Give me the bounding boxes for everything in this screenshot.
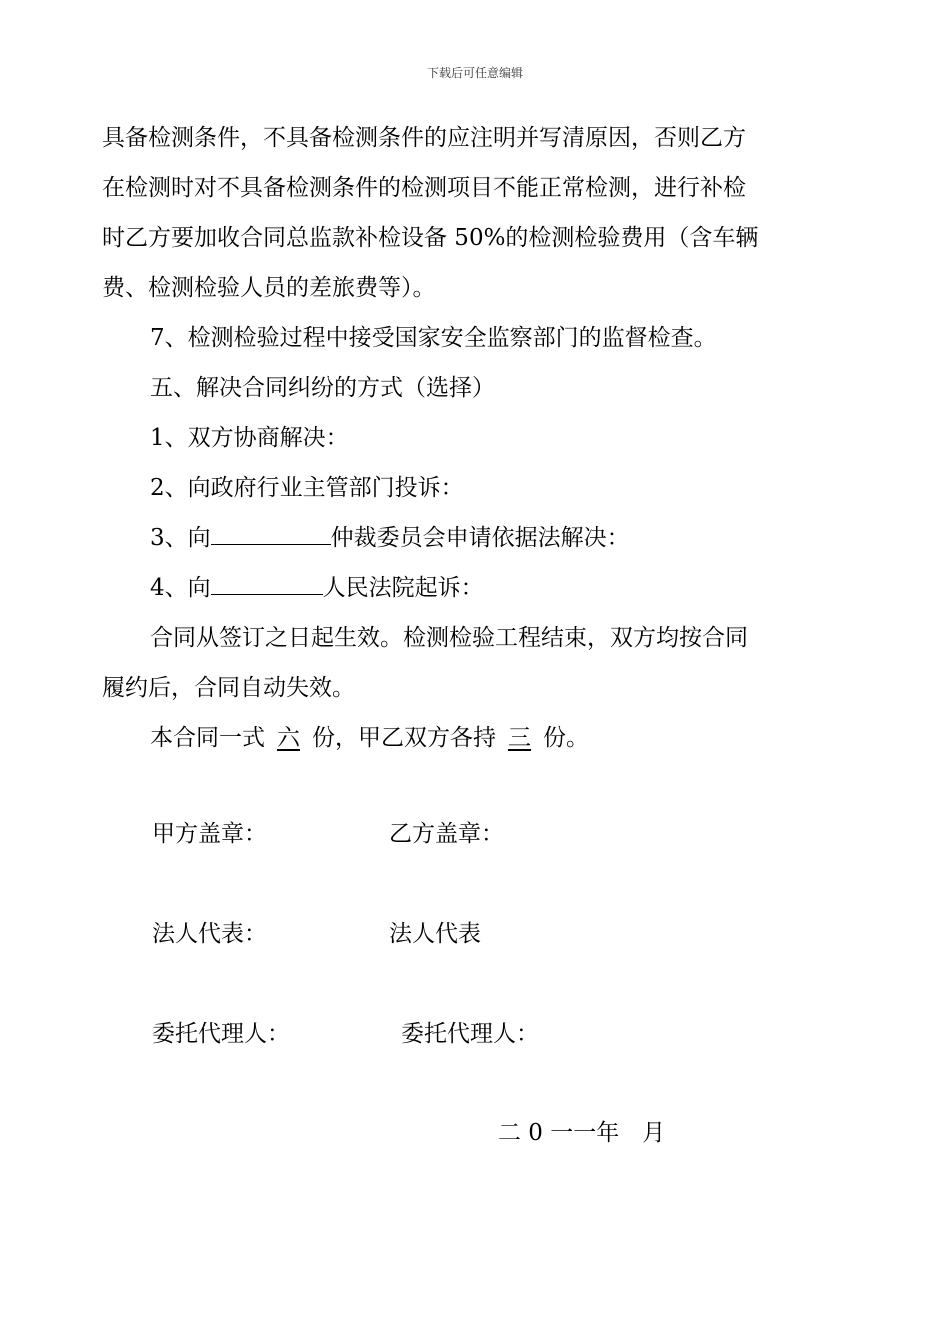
- party-a-seal-label: 甲方盖章：: [152, 821, 267, 847]
- dispute-option-2: 2、向政府行业主管部门投诉：: [150, 475, 464, 501]
- party-b-rep-label: 法人代表: [389, 921, 481, 947]
- clause-7: 7、检测检验过程中接受国家安全监察部门的监督检查。: [150, 325, 717, 351]
- option-3-suffix: 仲裁委员会申请依据法解决：: [330, 525, 630, 551]
- copies-total: 六: [277, 725, 300, 751]
- copies-line: [102, 713, 842, 763]
- paragraph-line: 费、检测检验人员的差旅费等）。: [102, 275, 436, 301]
- paragraph-line: 具备检测条件，不具备检测条件的应注明并写清原因，否则乙方: [102, 125, 746, 151]
- party-b-agent-label: 委托代理人：: [401, 1021, 539, 1047]
- copies-mid: 份，甲乙双方各持: [312, 725, 496, 751]
- option-3-prefix: 3、向: [150, 525, 211, 551]
- dispute-option-4: [102, 563, 842, 613]
- option-4-prefix: 4、向: [150, 575, 211, 601]
- effect-line: 履约后，合同自动失效。: [102, 675, 355, 701]
- arbitration-committee-blank[interactable]: [211, 516, 331, 545]
- contract-body: [102, 113, 842, 763]
- party-a-agent-label: 委托代理人：: [152, 1021, 290, 1047]
- party-b-seal-label: 乙方盖章：: [389, 821, 504, 847]
- copies-each: 三: [508, 725, 531, 751]
- option-4-suffix: 人民法院起诉：: [322, 575, 484, 601]
- court-name-blank[interactable]: [211, 566, 323, 595]
- paragraph-line: 在检测时对不具备检测条件的检测项目不能正常检测，进行补检: [102, 175, 746, 201]
- dispute-option-1: 1、双方协商解决：: [150, 425, 349, 451]
- paragraph-line: 时乙方要加收合同总监款补检设备 50%的检测检验费用（含车辆: [102, 225, 759, 251]
- section-5-title: 五、解决合同纠纷的方式（选择）: [150, 375, 495, 401]
- copies-prefix: 本合同一式: [150, 725, 265, 751]
- effect-line: 合同从签订之日起生效。检测检验工程结束，双方均按合同: [150, 625, 748, 651]
- dispute-option-3: [102, 513, 842, 563]
- page-header: 下载后可任意编辑: [426, 66, 523, 80]
- signing-date: 二 0 一一年 月: [498, 1120, 666, 1146]
- party-a-rep-label: 法人代表：: [152, 921, 267, 947]
- copies-suffix: 份。: [543, 725, 589, 751]
